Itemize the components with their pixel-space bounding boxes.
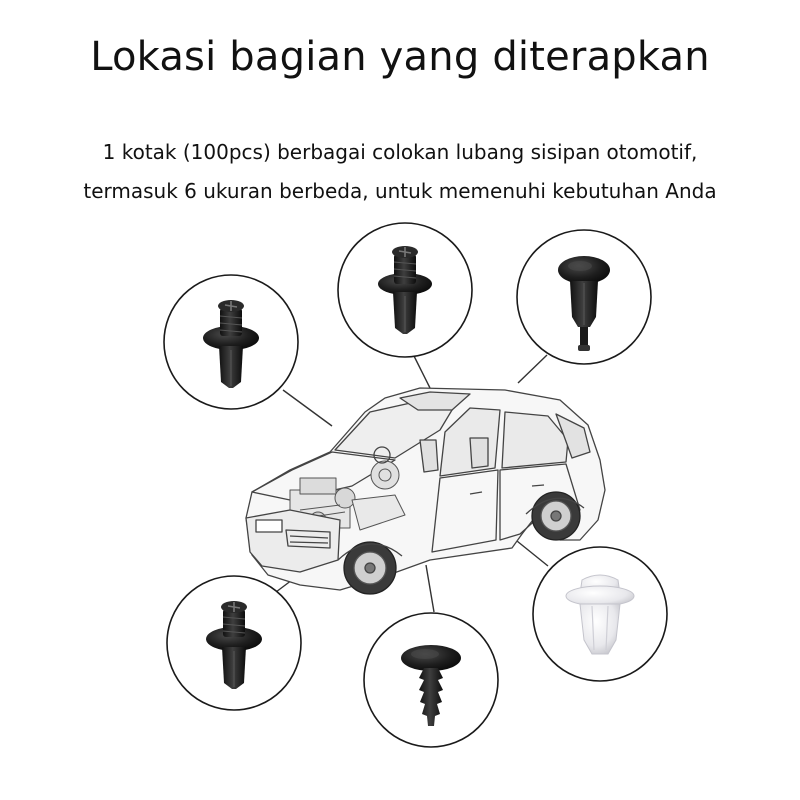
leader-line-top-left: [283, 390, 332, 426]
car-illustration: [246, 388, 605, 594]
description-line-1: 1 kotak (100pcs) berbagai colokan lubang sisipan otomotif,: [102, 140, 698, 164]
car-headlight: [256, 520, 282, 532]
page-title: Lokasi bagian yang diterapkan: [90, 34, 710, 80]
leader-line-top-center: [414, 356, 430, 388]
leader-line-bottom-center: [426, 565, 434, 612]
car-front-bumper: [246, 510, 340, 572]
leader-line-top-right: [518, 355, 547, 383]
description-line-2: termasuk 6 ukuran berbeda, untuk memenuhi kebutuhan Anda: [83, 179, 717, 203]
car-rear-wheel: [532, 492, 580, 540]
